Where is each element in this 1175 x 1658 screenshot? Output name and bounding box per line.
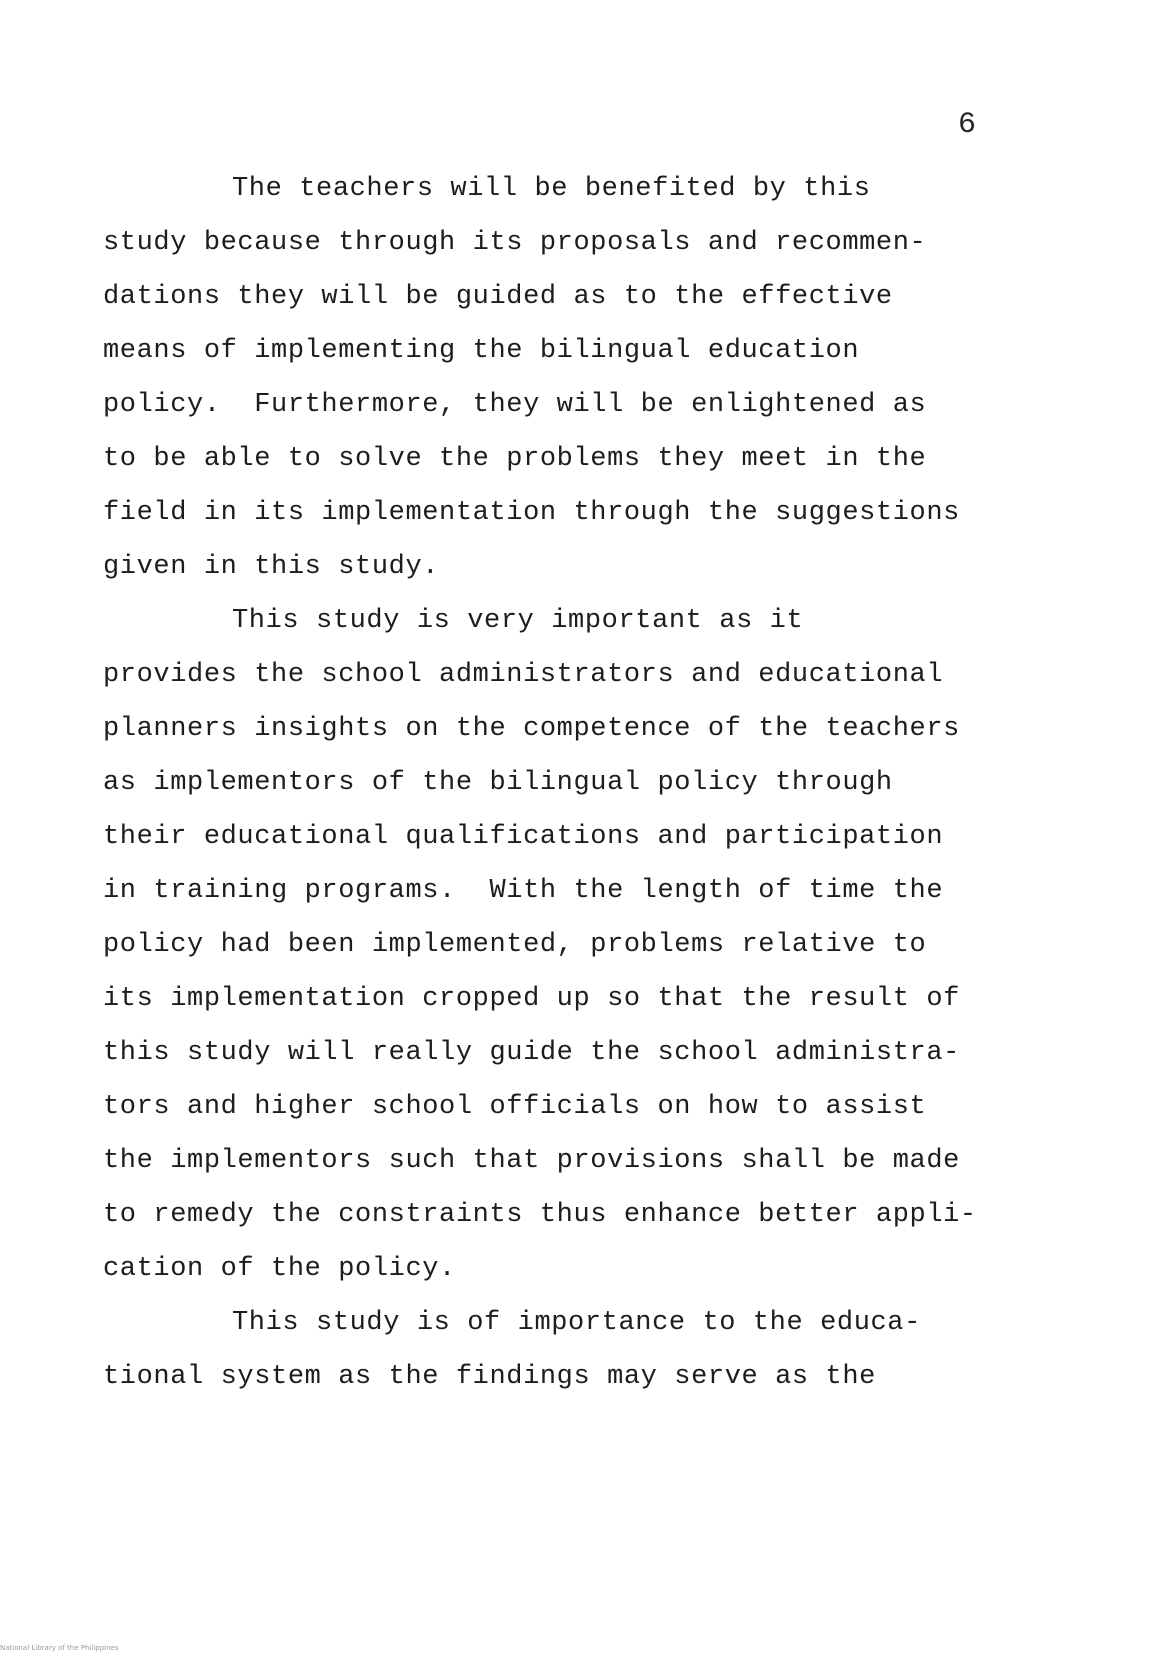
paragraph-2-line-8: its implementation cropped up so that the result of: [103, 984, 960, 1014]
paragraph-2-line-5: their educational qualifications and participation: [103, 822, 944, 852]
paragraph-1-line-1: The teachers will be benefited by this: [232, 174, 871, 204]
paragraph-1-line-8: given in this study.: [103, 552, 440, 582]
paragraph-2-line-11: the implementors such that provisions shall be made: [103, 1146, 960, 1176]
paragraph-2-line-9: this study will really guide the school administra-: [103, 1038, 960, 1068]
paragraph-1-line-4: means of implementing the bilingual education: [103, 336, 860, 366]
paragraph-1-line-6: to be able to solve the problems they meet in the: [103, 444, 927, 474]
footer-text: National Library of the Philippines: [0, 1644, 119, 1652]
paragraph-1-line-2: study because through its proposals and recommen-: [103, 228, 927, 258]
paragraph-2-line-4: as implementors of the bilingual policy through: [103, 768, 893, 798]
paragraph-2-line-6: in training programs. With the length of time the: [103, 876, 944, 906]
paragraph-3-line-2: tional system as the findings may serve as the: [103, 1362, 876, 1392]
paragraph-2-line-3: planners insights on the competence of the teachers: [103, 714, 960, 744]
paragraph-2-line-10: tors and higher school officials on how to assist: [103, 1092, 927, 1122]
paragraph-2-line-1: This study is very important as it: [232, 606, 804, 636]
paragraph-2-line-2: provides the school administrators and educational: [103, 660, 944, 690]
paragraph-2-line-7: policy had been implemented, problems relative to: [103, 930, 927, 960]
page-number: 6: [958, 108, 977, 142]
paragraph-2-line-12: to remedy the constraints thus enhance better appli-: [103, 1200, 977, 1230]
paragraph-1-line-3: dations they will be guided as to the effective: [103, 282, 893, 312]
paragraph-1-line-7: field in its implementation through the suggestions: [103, 498, 960, 528]
paragraph-3-line-1: This study is of importance to the educa-: [232, 1308, 921, 1338]
paragraph-2-line-13: cation of the policy.: [103, 1254, 456, 1284]
paragraph-1-line-5: policy. Furthermore, they will be enlightened as: [103, 390, 927, 420]
